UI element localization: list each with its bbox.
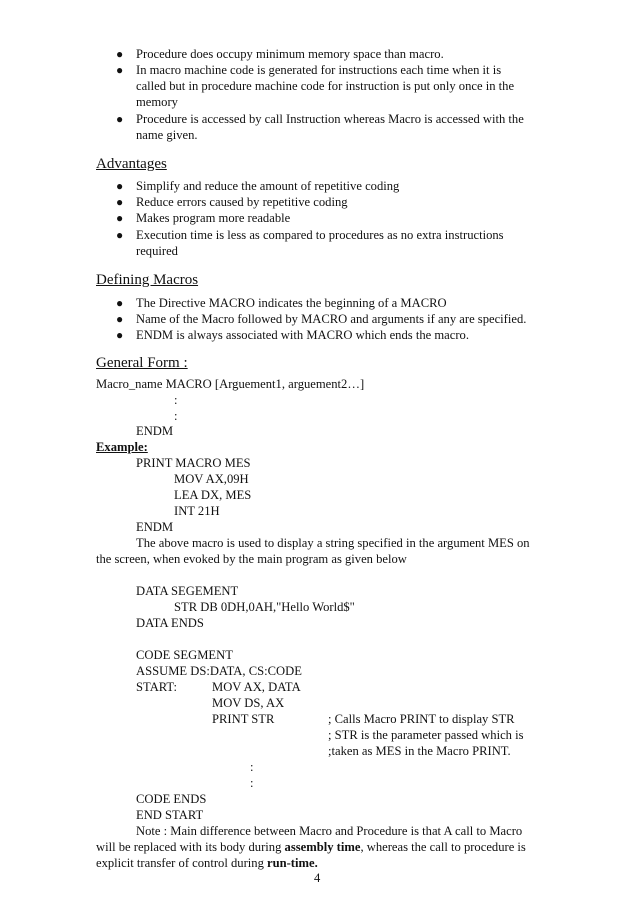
note-text-cont2: explicit transfer of control during run-time. [96, 856, 318, 870]
bullet-icon: ● [116, 228, 124, 242]
example-description-cont: the screen, when evoked by the main program as given below [96, 552, 407, 566]
ellipsis-colon: : [174, 393, 178, 407]
defining-item-3: ENDM is always associated with MACRO which ends the macro. [136, 328, 469, 342]
defining-heading: Defining Macros [96, 272, 199, 288]
bullet-icon: ● [116, 211, 124, 225]
example-description: The above macro is used to display a string specified in the argument MES on [136, 536, 530, 550]
example-code-line: ENDM [136, 520, 174, 534]
defining-item-1: The Directive MACRO indicates the beginning of a MACRO [136, 296, 447, 310]
bullet-icon: ● [116, 296, 124, 310]
program-line: CODE ENDS [136, 792, 207, 806]
note-text: Note : Main difference between Macro and Procedure is that A call to Macro [136, 824, 523, 838]
ellipsis-colon: : [174, 409, 178, 423]
intro-bullet-2-cont: called but in procedure machine code for instruction is put only once in the [136, 79, 515, 93]
defining-item-2: Name of the Macro followed by MACRO and arguments if any are specified. [136, 312, 527, 326]
advantage-item-4-cont: required [136, 244, 178, 258]
bullet-icon: ● [116, 63, 124, 77]
intro-bullet-3-cont: name given. [136, 128, 198, 142]
general-endm: ENDM [136, 424, 174, 438]
ellipsis-colon: : [250, 760, 254, 774]
example-code-line: LEA DX, MES [174, 488, 252, 502]
advantages-heading: Advantages [96, 156, 167, 172]
ellipsis-colon: : [250, 776, 254, 790]
page-number: 4 [314, 871, 321, 885]
intro-bullet-3: Procedure is accessed by call Instruction whereas Macro is accessed with the [136, 112, 524, 126]
bullet-icon: ● [116, 312, 124, 326]
program-start-label: START: [136, 680, 177, 694]
program-line: DATA ENDS [136, 616, 204, 630]
advantage-item-2: Reduce errors caused by repetitive coding [136, 195, 348, 209]
example-code-line: MOV AX,09H [174, 472, 249, 486]
advantage-item-4: Execution time is less as compared to procedures as no extra instructions [136, 228, 504, 242]
bullet-icon: ● [116, 112, 124, 126]
program-line: DATA SEGEMENT [136, 584, 239, 598]
intro-bullet-2: In macro machine code is generated for instructions each time when it is [136, 63, 502, 77]
note-text-cont: will be replaced with its body during assembly time, whereas the call to procedure is [96, 840, 526, 854]
program-line: CODE SEGMENT [136, 648, 233, 662]
bullet-icon: ● [116, 179, 124, 193]
bullet-icon: ● [116, 47, 124, 61]
example-label: Example: [96, 440, 148, 454]
program-line: MOV DS, AX [212, 696, 285, 710]
program-comment: ; Calls Macro PRINT to display STR [328, 712, 515, 726]
program-line: MOV AX, DATA [212, 680, 301, 694]
general-form-line: Macro_name MACRO [Arguement1, arguement2…] [96, 377, 365, 391]
advantage-item-1: Simplify and reduce the amount of repetitive coding [136, 179, 400, 193]
example-code-line: PRINT MACRO MES [136, 456, 251, 470]
program-comment: ; STR is the parameter passed which is [328, 728, 524, 742]
intro-bullet-2-cont2: memory [136, 95, 178, 109]
example-code-line: INT 21H [174, 504, 220, 518]
program-line: PRINT STR [212, 712, 275, 726]
bullet-icon: ● [116, 328, 124, 342]
program-line: ASSUME DS:DATA, CS:CODE [136, 664, 302, 678]
general-form-heading: General Form : [96, 355, 188, 371]
advantage-item-3: Makes program more readable [136, 211, 291, 225]
bullet-icon: ● [116, 195, 124, 209]
program-comment: ;taken as MES in the Macro PRINT. [328, 744, 511, 758]
program-line: STR DB 0DH,0AH,"Hello World$" [174, 600, 355, 614]
intro-bullet-1: Procedure does occupy minimum memory space than macro. [136, 47, 444, 61]
program-line: END START [136, 808, 204, 822]
